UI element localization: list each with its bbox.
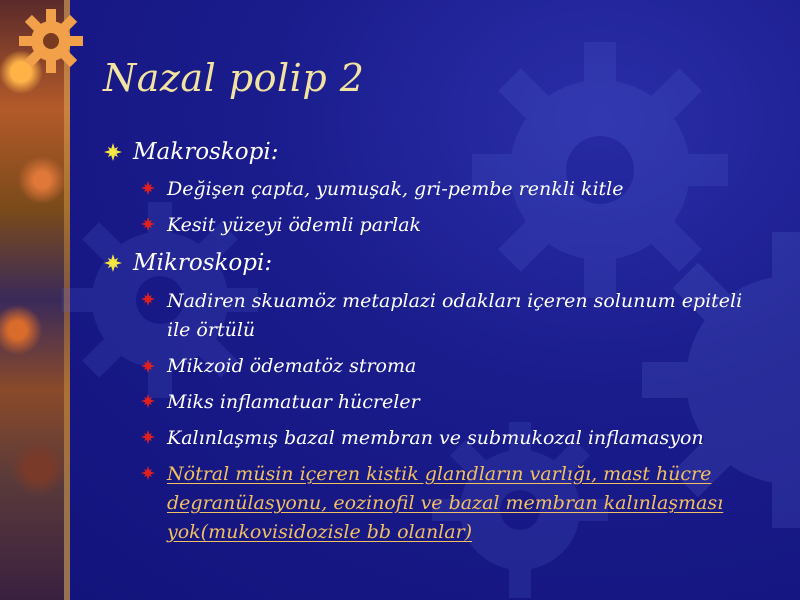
slide-title: Nazal polip 2 <box>103 56 365 100</box>
red-star-icon <box>141 466 155 480</box>
section-heading: Makroskopi: <box>133 139 279 165</box>
yellow-star-icon <box>104 143 122 161</box>
red-star-icon <box>141 181 155 195</box>
red-star-icon <box>141 394 155 408</box>
list-item: Kesit yüzeyi ödemli parlak <box>167 214 422 236</box>
list-item: Nadiren skuamöz metaplazi odakları içeren solunum epiteli ile örtülü <box>167 290 743 341</box>
hyperlink-list-item[interactable]: Nötral müsin içeren kistik glandların varlığı, mast hücre degranülasyonu, eozinofil ve bazal membran kalınlaşması yok(mukovisidozisle bb olanlar) <box>167 463 724 543</box>
red-star-icon <box>141 292 155 306</box>
list-item: Miks inflamatuar hücreler <box>167 391 420 413</box>
list-item: Mikzoid ödematöz stroma <box>167 355 417 377</box>
list-item: Kalınlaşmış bazal membran ve submukozal inflamasyon <box>167 427 704 449</box>
red-star-icon <box>141 430 155 444</box>
yellow-star-icon <box>104 254 122 272</box>
red-star-icon <box>141 359 155 373</box>
red-star-icon <box>141 217 155 231</box>
section-heading: Mikroskopi: <box>133 250 273 276</box>
list-item: Değişen çapta, yumuşak, gri-pembe renkli kitle <box>167 178 624 200</box>
